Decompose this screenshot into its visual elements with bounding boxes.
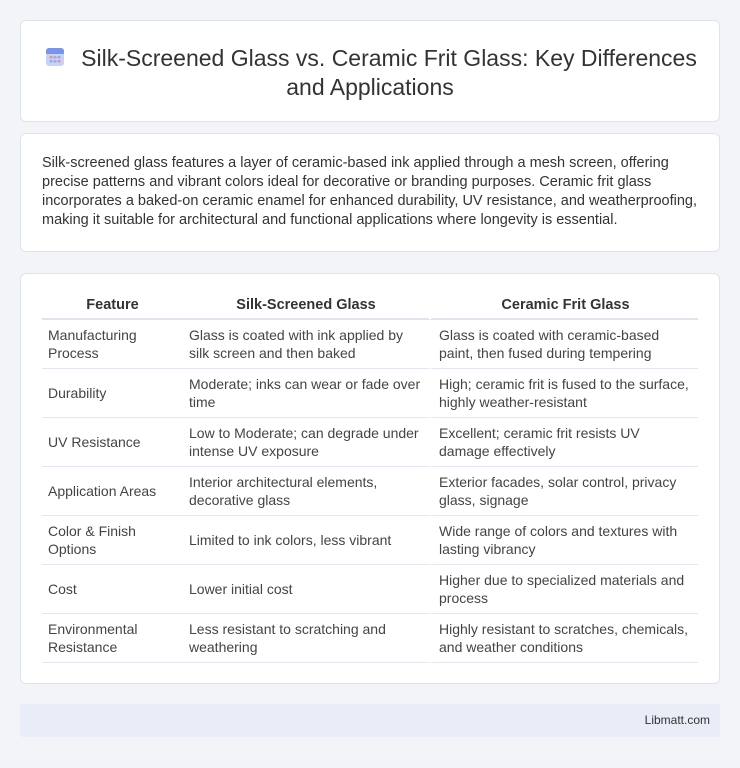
table-row xyxy=(42,320,698,369)
table-row xyxy=(42,614,698,663)
intro-paragraph: Silk-screened glass features a layer of ceramic-based ink applied through a mesh screen, offering precise patterns and vibrant colors ideal for decorative or branding purposes. Ceramic frit glass incorporates a baked-on ceramic enamel for enhanced durability, UV resistance, and weatherproofing, making it suitable for architectural and functional applications where longevity is essential. xyxy=(42,155,698,228)
silk-cell: Moderate; inks can wear or fade over time xyxy=(183,369,429,418)
feature-cell: Durability xyxy=(42,369,183,418)
feature-cell: UV Resistance xyxy=(42,418,183,467)
table-row xyxy=(42,369,698,418)
silk-cell: Limited to ink colors, less vibrant xyxy=(183,516,429,565)
header-feature: Feature xyxy=(42,292,183,320)
intro-card xyxy=(20,133,720,252)
silk-cell: Glass is coated with ink applied by silk screen and then baked xyxy=(183,320,429,369)
feature-cell: Color & Finish Options xyxy=(42,516,183,565)
feature-cell: Cost xyxy=(42,565,183,614)
table-header-row xyxy=(42,292,698,320)
page-title: Silk-Screened Glass vs. Ceramic Frit Glass: Key Differences and Applications xyxy=(81,45,697,100)
table-row xyxy=(42,418,698,467)
silk-cell: Low to Moderate; can degrade under intense UV exposure xyxy=(183,418,429,467)
feature-cell: Application Areas xyxy=(42,467,183,516)
table-card xyxy=(20,273,720,684)
table-row xyxy=(42,565,698,614)
title-card xyxy=(20,20,720,122)
silk-cell: Lower initial cost xyxy=(183,565,429,614)
frit-cell: Exterior facades, solar control, privacy glass, signage xyxy=(429,467,698,516)
header-silk-screened: Silk-Screened Glass xyxy=(183,292,429,320)
header-ceramic-frit: Ceramic Frit Glass xyxy=(429,292,698,320)
page-title-wrap xyxy=(21,44,719,102)
footer-bar xyxy=(20,704,720,737)
frit-cell: Wide range of colors and textures with lasting vibrancy xyxy=(429,516,698,565)
feature-cell: Manufacturing Process xyxy=(42,320,183,369)
table-row xyxy=(42,516,698,565)
frit-cell: High; ceramic frit is fused to the surface, highly weather-resistant xyxy=(429,369,698,418)
frit-cell: Excellent; ceramic frit resists UV damage effectively xyxy=(429,418,698,467)
frit-cell: Highly resistant to scratches, chemicals, and weather conditions xyxy=(429,614,698,663)
silk-cell: Interior architectural elements, decorative glass xyxy=(183,467,429,516)
calendar-icon xyxy=(43,45,67,69)
footer-site-name: Libmatt.com xyxy=(644,713,710,727)
comparison-table xyxy=(42,292,698,663)
frit-cell: Glass is coated with ceramic-based paint, then fused during tempering xyxy=(429,320,698,369)
silk-cell: Less resistant to scratching and weathering xyxy=(183,614,429,663)
table-row xyxy=(42,467,698,516)
frit-cell: Higher due to specialized materials and process xyxy=(429,565,698,614)
feature-cell: Environmental Resistance xyxy=(42,614,183,663)
